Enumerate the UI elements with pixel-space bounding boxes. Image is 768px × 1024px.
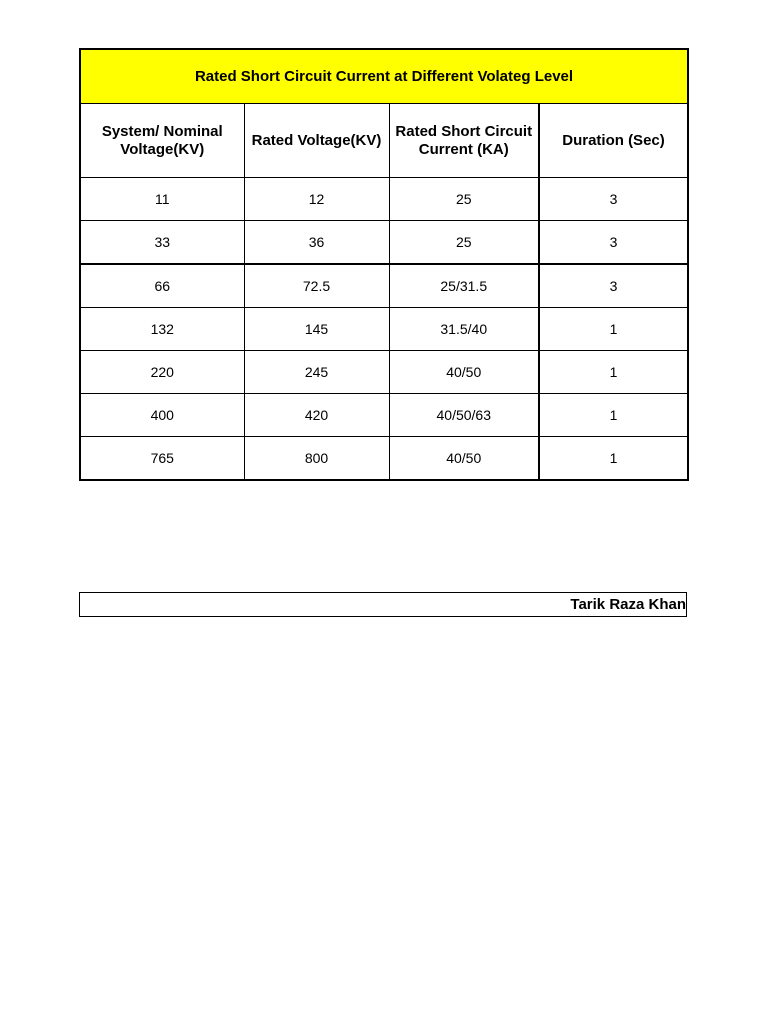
table-title: Rated Short Circuit Current at Different Volateg Level bbox=[80, 49, 688, 104]
header-duration: Duration (Sec) bbox=[539, 104, 688, 178]
cell-duration: 3 bbox=[539, 264, 688, 308]
cell-system-voltage: 11 bbox=[80, 178, 244, 221]
cell-rated-voltage: 420 bbox=[244, 394, 389, 437]
cell-duration: 1 bbox=[539, 351, 688, 394]
cell-duration: 1 bbox=[539, 394, 688, 437]
cell-short-circuit-current: 25 bbox=[389, 221, 539, 265]
cell-rated-voltage: 72.5 bbox=[244, 264, 389, 308]
cell-system-voltage: 66 bbox=[80, 264, 244, 308]
cell-short-circuit-current: 25/31.5 bbox=[389, 264, 539, 308]
cell-duration: 3 bbox=[539, 178, 688, 221]
cell-system-voltage: 220 bbox=[80, 351, 244, 394]
cell-short-circuit-current: 31.5/40 bbox=[389, 308, 539, 351]
table-row bbox=[80, 264, 688, 308]
cell-duration: 1 bbox=[539, 308, 688, 351]
cell-system-voltage: 765 bbox=[80, 437, 244, 481]
cell-system-voltage: 400 bbox=[80, 394, 244, 437]
cell-short-circuit-current: 25 bbox=[389, 178, 539, 221]
cell-system-voltage: 132 bbox=[80, 308, 244, 351]
table-row bbox=[80, 221, 688, 265]
cell-rated-voltage: 245 bbox=[244, 351, 389, 394]
cell-duration: 3 bbox=[539, 221, 688, 265]
table-row bbox=[80, 308, 688, 351]
header-rated-short-circuit-current: Rated Short Circuit Current (KA) bbox=[389, 104, 539, 178]
cell-rated-voltage: 145 bbox=[244, 308, 389, 351]
author-name: Tarik Raza Khan bbox=[570, 596, 686, 613]
table-row bbox=[80, 394, 688, 437]
cell-duration: 1 bbox=[539, 437, 688, 481]
table-row bbox=[80, 437, 688, 481]
table-row bbox=[80, 351, 688, 394]
header-system-nominal-voltage: System/ Nominal Voltage(KV) bbox=[80, 104, 244, 178]
cell-short-circuit-current: 40/50 bbox=[389, 351, 539, 394]
cell-system-voltage: 33 bbox=[80, 221, 244, 265]
cell-rated-voltage: 12 bbox=[244, 178, 389, 221]
cell-rated-voltage: 800 bbox=[244, 437, 389, 481]
header-rated-voltage: Rated Voltage(KV) bbox=[244, 104, 389, 178]
author-credit bbox=[79, 592, 687, 617]
table-row bbox=[80, 178, 688, 221]
rated-short-circuit-table bbox=[79, 48, 689, 481]
cell-rated-voltage: 36 bbox=[244, 221, 389, 265]
cell-short-circuit-current: 40/50/63 bbox=[389, 394, 539, 437]
cell-short-circuit-current: 40/50 bbox=[389, 437, 539, 481]
